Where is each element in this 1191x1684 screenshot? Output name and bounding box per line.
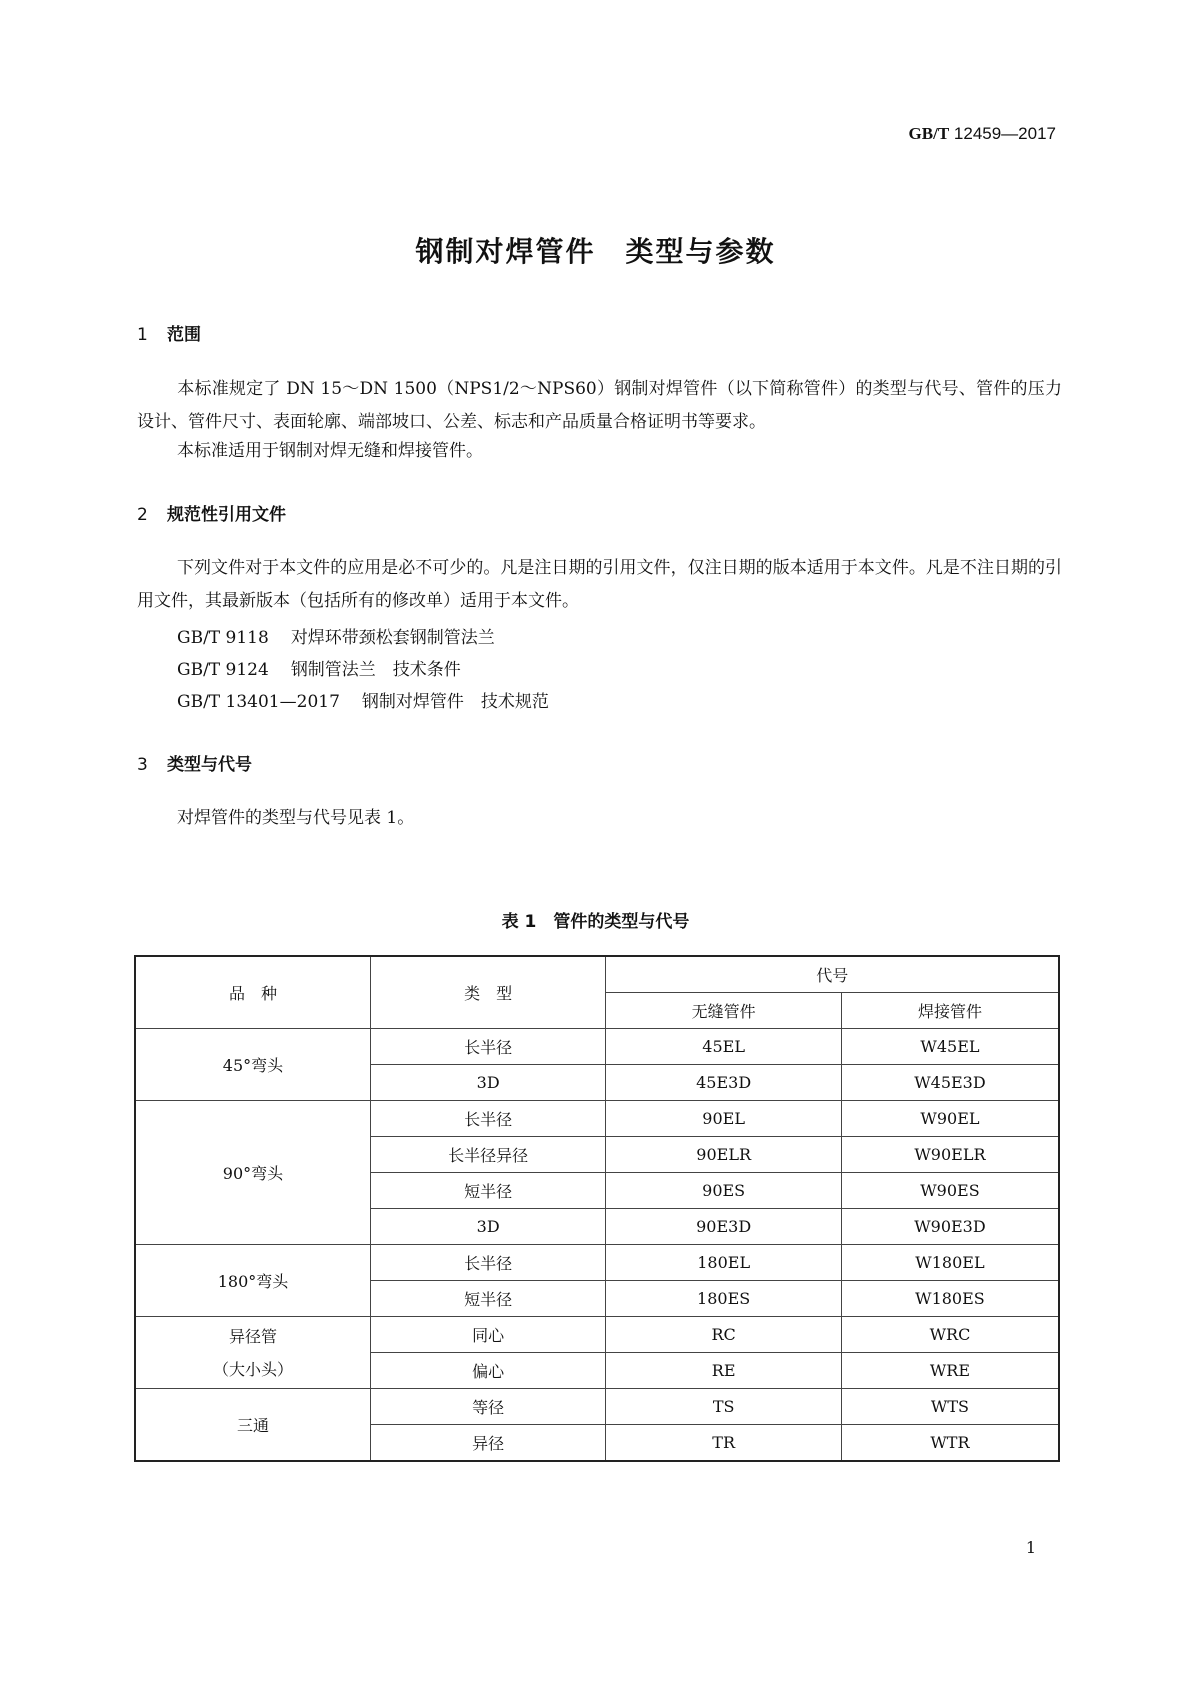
seamless-code-cell: 180EL xyxy=(606,1245,842,1281)
section-1-heading xyxy=(137,320,201,345)
welded-code-cell: WTR xyxy=(841,1425,1059,1462)
variety-cell: 三通 xyxy=(135,1389,370,1462)
variety-name: 异径管 xyxy=(228,1326,277,1346)
variety-cell: 90°弯头 xyxy=(135,1101,370,1245)
table-row xyxy=(135,1317,1059,1353)
page-number: 1 xyxy=(1025,1538,1036,1557)
seamless-code-cell: 90EL xyxy=(606,1101,842,1137)
reference-title: 钢制对焊管件 技术规范 xyxy=(361,692,549,712)
standard-prefix: GB/T xyxy=(908,124,950,143)
welded-code-cell: W45E3D xyxy=(841,1065,1059,1101)
type-cell: 长半径 xyxy=(370,1029,605,1065)
variety-note: （大小头） xyxy=(212,1359,293,1379)
reference-item xyxy=(177,655,461,680)
variety-cell: 45°弯头 xyxy=(135,1029,370,1101)
section-2-heading xyxy=(137,500,286,525)
seamless-code-cell: 45E3D xyxy=(606,1065,842,1101)
welded-code-cell: W90ELR xyxy=(841,1137,1059,1173)
welded-code-cell: W180ES xyxy=(841,1281,1059,1317)
page-title: 钢制对焊管件 类型与参数 xyxy=(415,235,776,268)
variety-cell: 180°弯头 xyxy=(135,1245,370,1317)
reference-item xyxy=(177,623,495,648)
type-cell: 短半径 xyxy=(370,1281,605,1317)
header-type: 类 型 xyxy=(370,956,605,1029)
type-cell: 长半径 xyxy=(370,1245,605,1281)
table-row xyxy=(135,1029,1059,1065)
standard-code xyxy=(909,124,1056,144)
welded-code-cell: W90E3D xyxy=(841,1209,1059,1245)
reference-title: 对焊环带颈松套钢制管法兰 xyxy=(290,628,495,648)
fittings-code-table xyxy=(134,955,1060,1462)
welded-code-cell: W90EL xyxy=(841,1101,1059,1137)
seamless-code-cell: 45EL xyxy=(606,1029,842,1065)
table-row xyxy=(135,1245,1059,1281)
table-header-row xyxy=(135,956,1059,993)
reference-title: 钢制管法兰 技术条件 xyxy=(290,660,461,680)
reference-item xyxy=(177,687,549,712)
table-row xyxy=(135,1389,1059,1425)
seamless-code-cell: 90ELR xyxy=(606,1137,842,1173)
section-number: 1 xyxy=(137,325,148,345)
welded-code-cell: W45EL xyxy=(841,1029,1059,1065)
reference-code: GB/T 13401—2017 xyxy=(177,692,340,712)
paragraph-text: 对焊管件的类型与代号见表 1。 xyxy=(177,808,415,828)
section-2-paragraph-1 xyxy=(137,552,1062,618)
section-3-paragraph-1 xyxy=(137,802,1062,835)
type-cell: 长半径 xyxy=(370,1101,605,1137)
type-cell: 3D xyxy=(370,1065,605,1101)
section-1-paragraph-2 xyxy=(137,435,1062,468)
header-seamless: 无缝管件 xyxy=(606,993,842,1029)
variety-cell xyxy=(135,1317,370,1389)
section-3-heading xyxy=(137,750,252,775)
seamless-code-cell: RC xyxy=(606,1317,842,1353)
welded-code-cell: W90ES xyxy=(841,1173,1059,1209)
type-cell: 异径 xyxy=(370,1425,605,1462)
section-number: 2 xyxy=(137,505,148,525)
type-cell: 同心 xyxy=(370,1317,605,1353)
welded-code-cell: WRC xyxy=(841,1317,1059,1353)
seamless-code-cell: TS xyxy=(606,1389,842,1425)
header-welded: 焊接管件 xyxy=(841,993,1059,1029)
header-variety: 品 种 xyxy=(135,956,370,1029)
section-title: 规范性引用文件 xyxy=(167,505,286,525)
seamless-code-cell: RE xyxy=(606,1353,842,1389)
section-title: 类型与代号 xyxy=(167,755,252,775)
reference-code: GB/T 9124 xyxy=(177,660,269,680)
section-number: 3 xyxy=(137,755,148,775)
type-cell: 偏心 xyxy=(370,1353,605,1389)
type-cell: 短半径 xyxy=(370,1173,605,1209)
reference-code: GB/T 9118 xyxy=(177,628,269,648)
type-cell: 3D xyxy=(370,1209,605,1245)
seamless-code-cell: 90E3D xyxy=(606,1209,842,1245)
header-code: 代号 xyxy=(606,956,1059,993)
seamless-code-cell: 180ES xyxy=(606,1281,842,1317)
welded-code-cell: WTS xyxy=(841,1389,1059,1425)
paragraph-text: 本标准适用于钢制对焊无缝和焊接管件。 xyxy=(177,441,483,461)
table-row xyxy=(135,1101,1059,1137)
section-1-paragraph-1 xyxy=(137,373,1062,439)
section-title: 范围 xyxy=(167,325,201,345)
table-caption: 表 1 管件的类型与代号 xyxy=(501,912,690,932)
paragraph-text: 本标准规定了 DN 15～DN 1500（NPS1/2～NPS60）钢制对焊管件（以下简称管件）的类型与代号、管件的压力设计、管件尺寸、表面轮廓、端部坡口、公差、标志和产品质量合格证明书等要求。 xyxy=(137,379,1062,432)
seamless-code-cell: 90ES xyxy=(606,1173,842,1209)
welded-code-cell: WRE xyxy=(841,1353,1059,1389)
standard-number: 12459—2017 xyxy=(953,124,1056,143)
paragraph-text: 下列文件对于本文件的应用是必不可少的。凡是注日期的引用文件，仅注日期的版本适用于本文件。凡是不注日期的引用文件，其最新版本（包括所有的修改单）适用于本文件。 xyxy=(137,558,1062,611)
welded-code-cell: W180EL xyxy=(841,1245,1059,1281)
seamless-code-cell: TR xyxy=(606,1425,842,1462)
type-cell: 等径 xyxy=(370,1389,605,1425)
type-cell: 长半径异径 xyxy=(370,1137,605,1173)
